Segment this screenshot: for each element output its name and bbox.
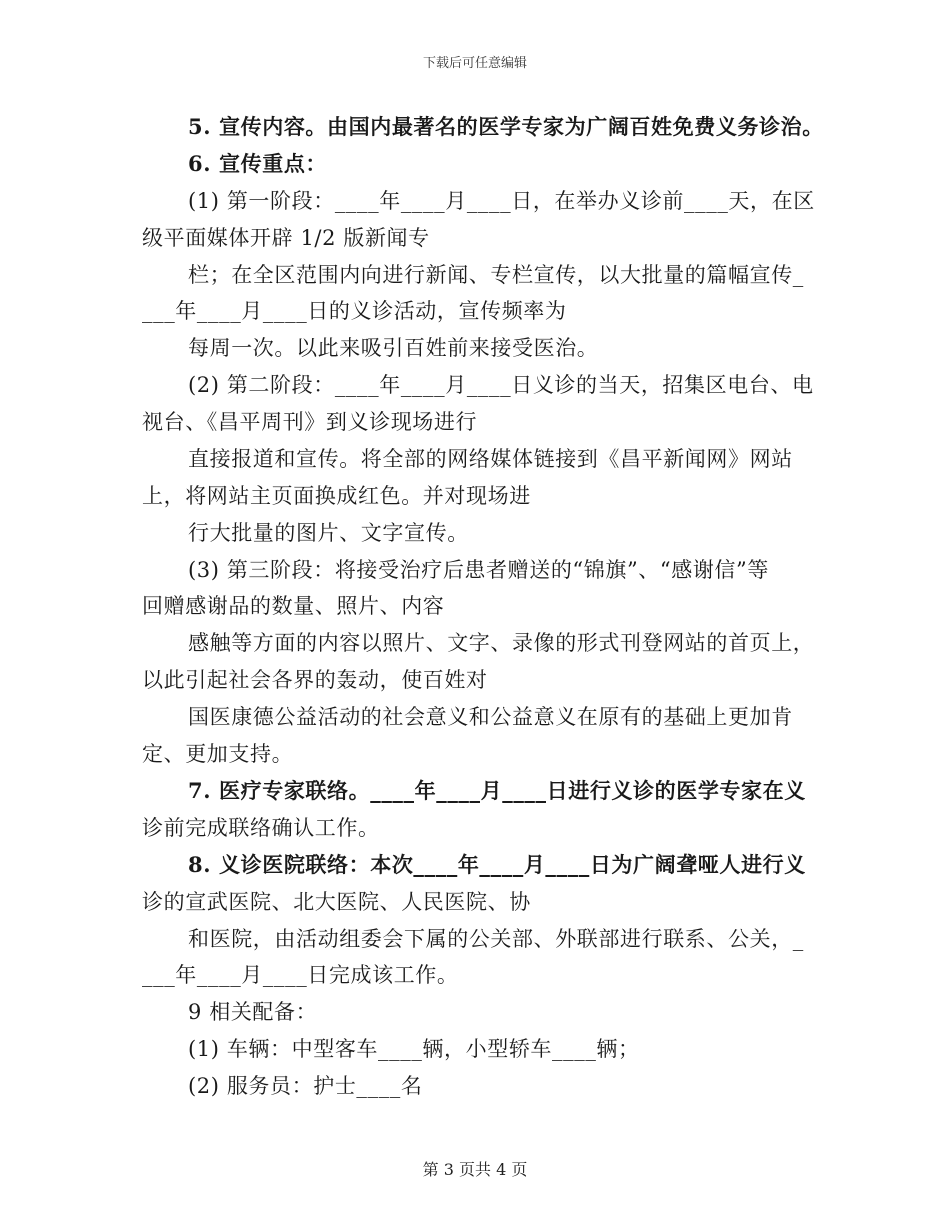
item-5-content: 5. 宣传内容。由国内最著名的医学专家为广阔百姓免费义务诊治。 [188,114,824,139]
item-6-heading: 6. 宣传重点： [188,151,328,176]
item-6-3-line-6: 定、更加支持。 [142,742,294,766]
item-6-2-line-1: (2) 第二阶段：____年____月____日义诊的当天，招集区电台、电 [188,373,814,397]
item-6-3-line-2: 回赠感谢品的数量、照片、内容 [142,594,445,618]
item-6-3-line-4: 以此引起社会各界的轰动，使百姓对 [142,668,488,692]
page-header: 下载后可任意编辑 [422,56,527,71]
item-9-2-staff: (2) 服务员：护士____名 [188,1074,423,1098]
item-6-1-line-3: 栏；在全区范围内向进行新闻、专栏宣传，以大批量的篇幅宣传_ [188,263,804,287]
item-6-1-line-1: (1) 第一阶段：____年____月____日，在举办义诊前____天，在区 [188,189,815,213]
item-6-2-line-5: 行大批量的图片、文字宣传。 [188,521,469,545]
item-6-2-line-2: 视台、《昌平周刊》到义诊现场进行 [142,410,478,434]
item-7-line-1: 7. 医疗专家联络。____年____月____日进行义诊的医学专家在义 [188,778,806,803]
item-8-line-4: ___年____月____日完成该工作。 [142,963,459,987]
item-6-3-line-1: (3) 第三阶段：将接受治疗后患者赠送的“锦旗”、“感谢信”等 [188,558,769,582]
item-6-2-line-4: 上，将网站主页面换成红色。并对现场进 [142,484,531,508]
item-6-1-line-2: 级平面媒体开辟 1/2 版新闻专 [142,226,430,250]
item-8-line-2: 诊的宣武医院、北大医院、人民医院、协 [142,890,531,914]
page-footer: 第 3 页共 4 页 [422,1160,528,1179]
item-6-3-line-3: 感触等方面的内容以照片、文字、录像的形式刊登网站的首页上， [188,631,815,655]
item-9-1-vehicles: (1) 车辆：中型客车____辆，小型轿车____辆； [188,1037,640,1061]
item-6-2-line-3: 直接报道和宣传。将全部的网络媒体链接到《昌平新闻网》网站 [188,447,793,471]
item-7-line-2: 诊前完成联络确认工作。 [142,816,380,840]
item-8-line-1: 8. 义诊医院联络：本次____年____月____日为广阔聋哑人进行义 [188,852,806,877]
item-9-heading: 9 相关配备： [188,1000,318,1024]
item-6-3-line-5: 国医康德公益活动的社会意义和公益意义在原有的基础上更加肯 [188,705,793,729]
item-6-1-line-4: ___年____月____日的义诊活动，宣传频率为 [142,299,567,323]
item-8-line-3: 和医院，由活动组委会下属的公关部、外联部进行联系、公关，_ [188,927,804,951]
item-6-1-line-5: 每周一次。以此来吸引百姓前来接受医治。 [188,336,599,360]
